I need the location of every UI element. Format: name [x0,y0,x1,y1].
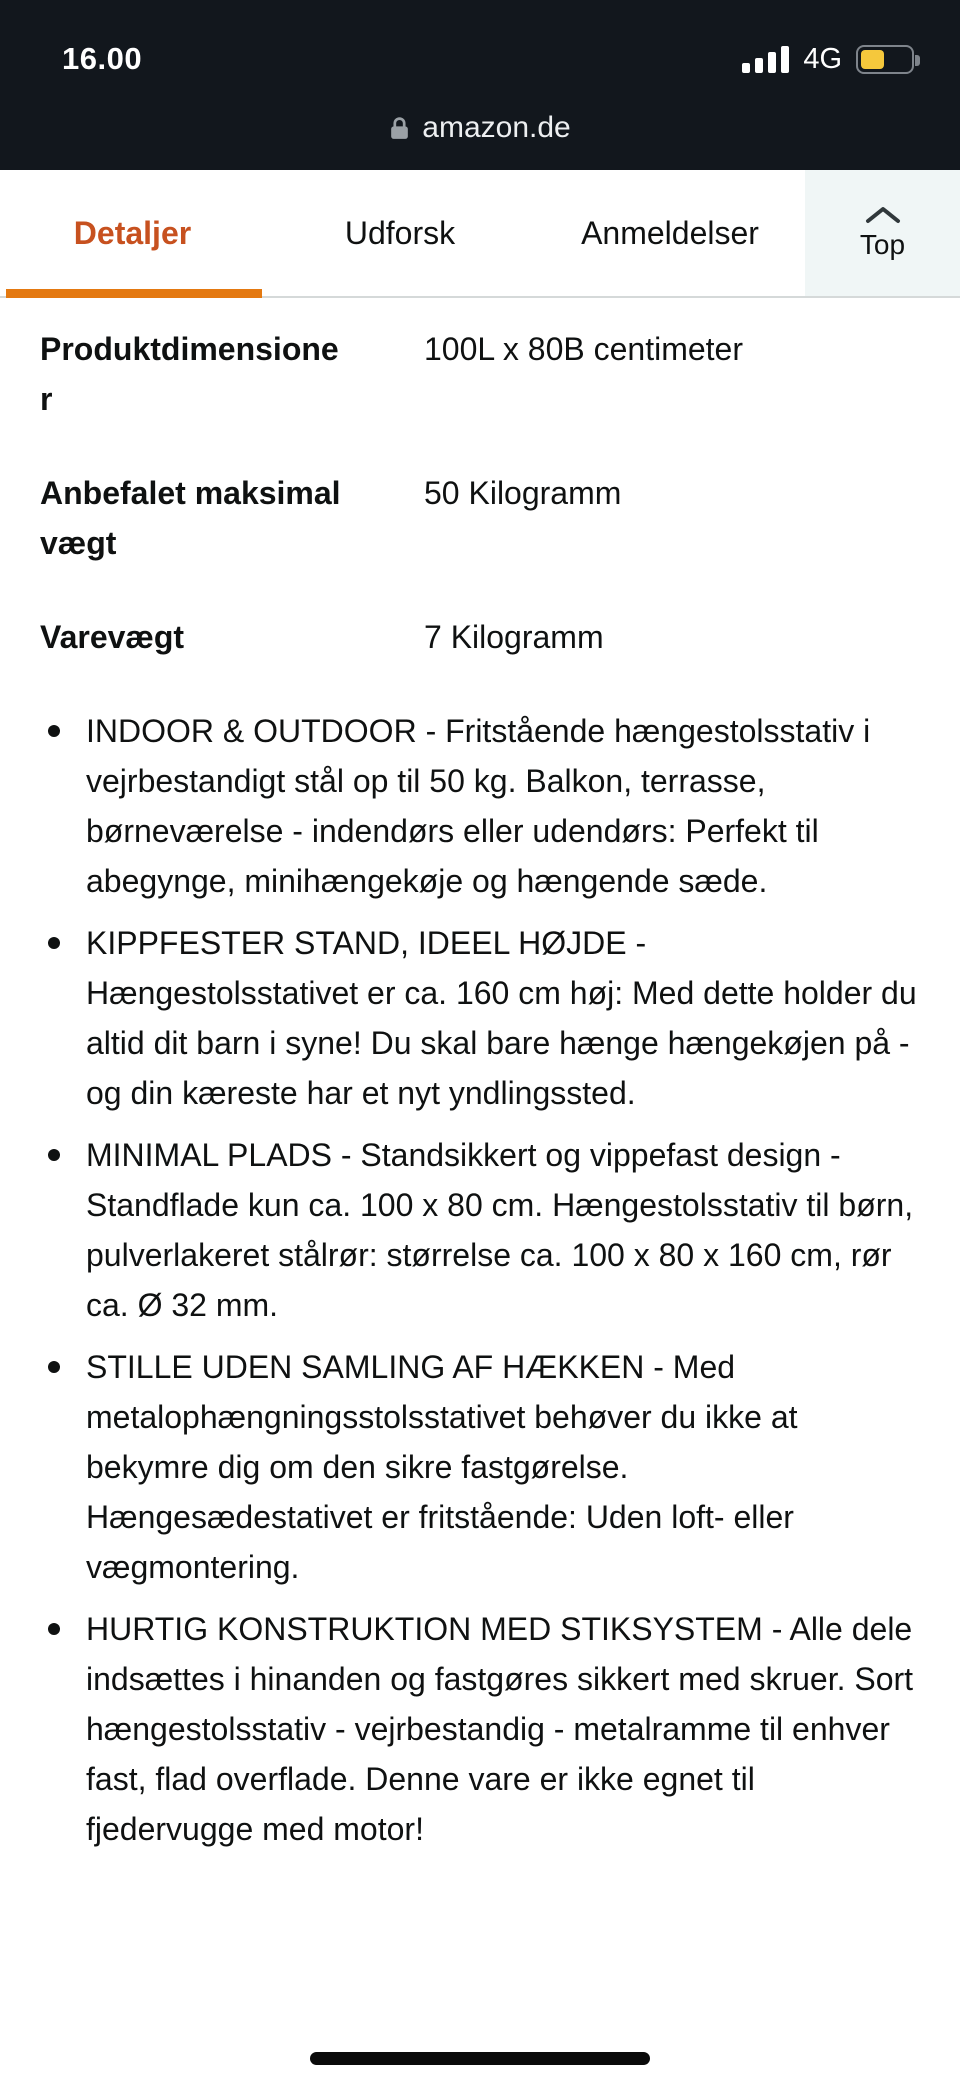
spec-label: Anbefalet maksimal vægt [40,475,341,561]
spec-row [40,612,920,662]
tab-bar [0,170,960,298]
tab-udforsk-label: Udforsk [344,214,456,251]
tab-udforsk[interactable] [265,170,535,296]
signal-bars-icon [742,45,789,73]
url-domain-text: amazon.de [422,111,571,144]
tab-detaljer-label: Detaljer [73,214,192,251]
list-item: MINIMAL PLADS - Standsikkert og vippefast design - Standflade kun ca. 100 x 80 cm. Hængestolsstativ til børn, pulverlakeret stålrør: størrelse ca. 100 x 80 x 160 cm, rør ca. Ø 32 mm. [40,1130,920,1330]
spec-value: 100L x 80B centimeter [424,331,743,367]
list-item: HURTIG KONSTRUKTION MED STIKSYSTEM - Alle dele indsættes i hinanden og fastgøres sikkert med skruer. Sort hængestolsstativ - vejrbestandig - metalramme til enhver fast, flad overflade. Denne vare er ikke egnet til fjedervugge med motor! [40,1604,920,1854]
feature-bullet-list [40,706,920,1854]
spec-value: 7 Kilogramm [424,619,604,655]
status-area [0,0,960,170]
spec-row [40,468,920,568]
list-item: INDOOR & OUTDOOR - Fritstående hængestolsstativ i vejrbestandigt stål op til 50 kg. Balkon, terrasse, børneværelse - indendørs eller udendørs: Perfekt til abegynge, minihængekøje og hængende sæde. [40,706,920,906]
tab-anmeldelser-label: Anmeldelser [581,214,759,251]
home-indicator-bar[interactable] [310,2052,650,2065]
clock-text: 16.00 [62,41,143,76]
scroll-to-top-button[interactable] [805,170,960,296]
scroll-to-top-label: Top [859,229,906,260]
network-type-label: 4G [803,42,842,75]
chevron-up-icon [864,205,902,225]
product-details-section [0,298,960,1854]
status-icons [742,43,914,76]
lock-icon [389,116,410,141]
list-item: STILLE UDEN SAMLING AF HÆKKEN - Med metalophængningsstolsstativet behøver du ikke at bekymre dig om den sikre fastgørelse. Hængesædestativet er fritstående: Uden loft- eller vægmontering. [40,1342,920,1592]
browser-url-bar[interactable] [0,96,960,160]
spec-row [40,324,920,424]
tab-detaljer[interactable] [0,170,265,296]
spec-label: Produktdimensioner [40,331,339,417]
active-tab-underline [6,289,262,298]
spec-value: 50 Kilogramm [424,475,622,511]
tab-anmeldelser[interactable] [535,170,805,296]
list-item: KIPPFESTER STAND, IDEEL HØJDE - Hængestolsstativet er ca. 160 cm høj: Med dette holder du altid dit barn i syne! Du skal bare hænge hængekøjen på - og din kæreste har et nyt yndlingssted. [40,918,920,1118]
spec-label: Varevægt [40,619,185,655]
battery-icon [856,45,914,74]
status-bar [0,0,960,96]
